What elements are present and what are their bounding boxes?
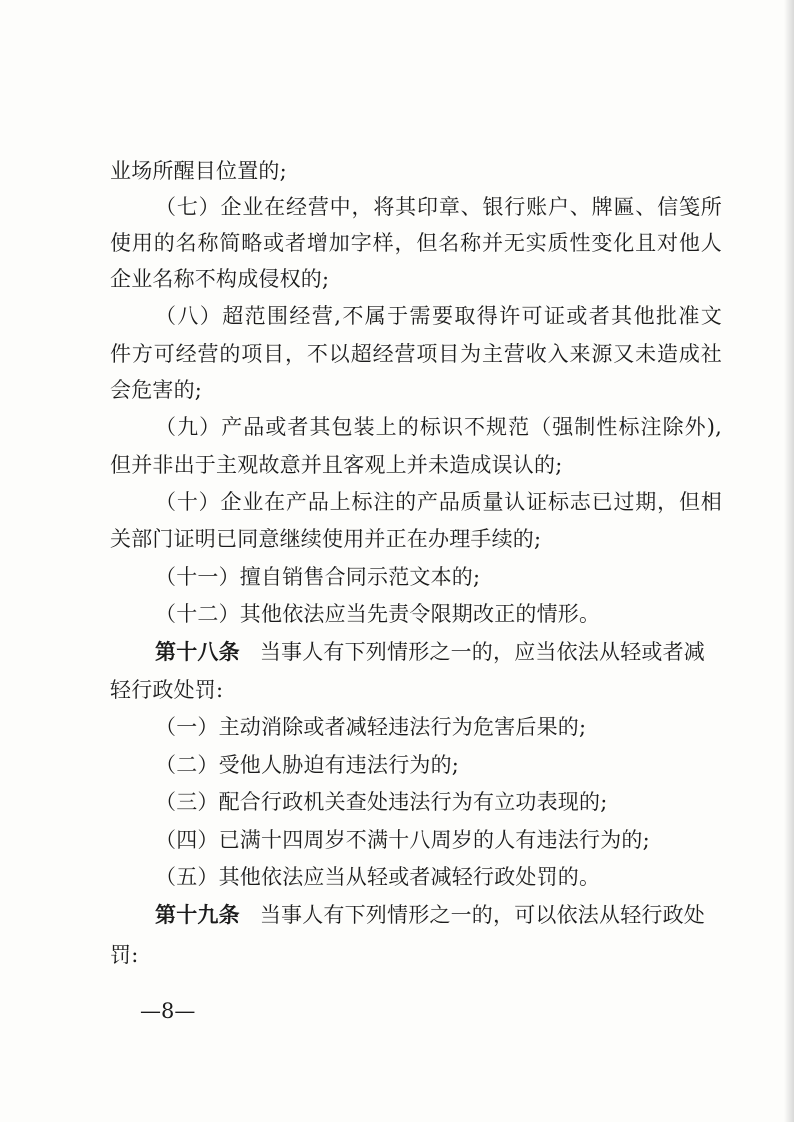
text-line — [0, 900, 794, 930]
page-number: —8— — [140, 999, 196, 1023]
line-text: 使用的名称简略或者增加字样，但名称并无实质性变化且对他人 — [110, 231, 722, 255]
line-text: （七）企业在经营中，将其印章、银行账户、牌匾、信笺所 — [155, 195, 722, 219]
line-text: 会危害的; — [110, 378, 203, 402]
text-line — [0, 940, 794, 970]
line-text: （三）配合行政机关查处违法行为有立功表现的; — [155, 790, 608, 814]
line-text: 当事人有下列情形之一的，可以依法从轻行政处 — [259, 903, 706, 927]
text-line — [155, 412, 722, 442]
line-text: （四）已满十四周岁不满十八周岁的人有违法行为的; — [155, 828, 650, 852]
line-text: 当事人有下列情形之一的，应当依法从轻或者减 — [259, 640, 706, 664]
line-text: 轻行政处罚: — [110, 678, 224, 702]
text-line — [0, 825, 794, 855]
text-line — [0, 750, 794, 780]
text-line — [0, 562, 794, 592]
line-text: （五）其他依法应当从轻或者减轻行政处罚的。 — [155, 865, 601, 889]
text-line — [0, 450, 794, 480]
text-line — [0, 375, 794, 405]
article-number: 第十九条 — [155, 903, 240, 927]
line-text: （八）超范围经营,不属于需要取得许可证或者其他批准文 — [155, 304, 722, 328]
line-text: （十二）其他依法应当先责令限期改正的情形。 — [155, 602, 601, 626]
line-text: （十）企业在产品上标注的产品质量认证标志已过期，但相 — [155, 490, 722, 514]
text-line — [0, 712, 794, 742]
text-line — [155, 487, 722, 517]
line-text: 但并非出于主观故意并且客观上并未造成误认的; — [110, 453, 563, 477]
text-line — [0, 524, 794, 554]
text-line — [110, 339, 722, 369]
text-line — [0, 637, 794, 667]
text-line — [0, 264, 794, 294]
text-line — [0, 156, 794, 186]
text-line — [155, 192, 722, 222]
line-text: 件方可经营的项目，不以超经营项目为主营收入来源又未造成社 — [110, 342, 722, 366]
text-line — [0, 862, 794, 892]
line-text: （一）主动消除或者减轻违法行为危害后果的; — [155, 715, 587, 739]
text-line — [110, 228, 722, 258]
line-text: 业场所醒目位置的; — [110, 159, 287, 183]
line-text: （十一）擅自销售合同示范文本的; — [155, 565, 481, 589]
line-text: 企业名称不构成侵权的; — [110, 267, 330, 291]
text-line — [0, 599, 794, 629]
line-text: （二）受他人胁迫有违法行为的; — [155, 753, 460, 777]
line-text: （九）产品或者其包装上的标识不规范（强制性标注除外), — [155, 415, 722, 439]
article-number: 第十八条 — [155, 640, 240, 664]
line-text: 罚: — [110, 943, 139, 967]
text-line — [155, 301, 722, 331]
text-line — [0, 675, 794, 705]
line-text: 关部门证明已同意继续使用并正在办理手续的; — [110, 527, 542, 551]
text-line — [0, 787, 794, 817]
